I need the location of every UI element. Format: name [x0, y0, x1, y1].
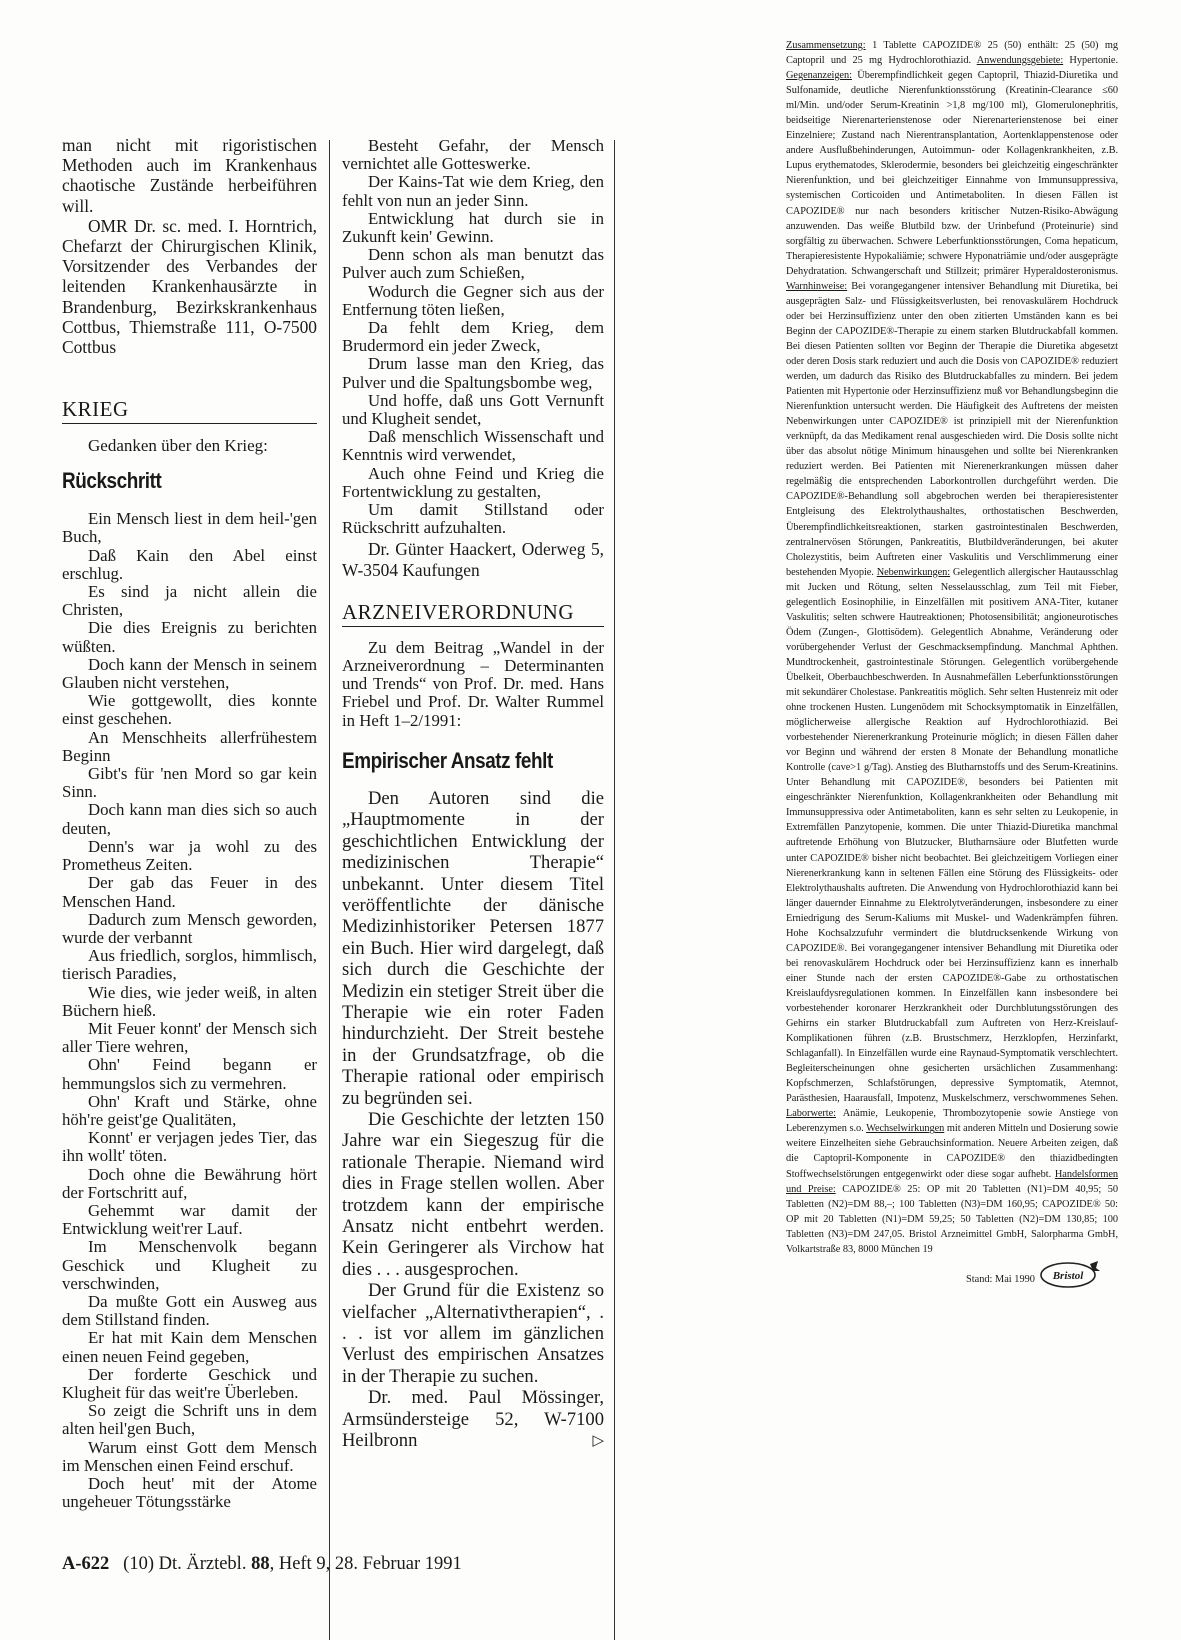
- poem-line: Um damit Stillstand oder Rückschritt aufzuhalten.: [342, 500, 604, 538]
- headline-empirischer-ansatz: Empirischer Ansatz fehlt: [342, 747, 553, 773]
- fine-print-text: Gelegentlich allergischer Hautausschlag mit Jucken und Rötung, selten Nesselausschlag, zum Teil mit Fieber, gelegentlich Eosinophilie, in Einzelfällen mit positivem ANA-Titer, kutaner Vaskulitis; selten schwere Hautreaktionen; Photosensibilität; angioneurotisches Ödem (Zungen-, Glottisödem). Gelegentlich Abnahme, Veränderung oder vorübergehender Verlust der Geschmacksempfindung. Manchmal Aphthen. Mundtrockenheit, gastrointestinale Störungen. Gelegentlich vorübergehende Übelkeit, Oberbauchbeschwerden. In Ausnahmefällen Leberfunktionsstörungen mit sekundärer Cholestase. Pankreatitis möglich. Sehr selten Hustenreiz mit oder ohne trockenen Husten. Lungenödem mit Schocksymptomatik in Einzelfällen, möglicherweise allergische Reaktion auf Hydrochlorothiazid. Bei vorbestehender Nierenerkrankung Proteinurie möglich; in diesen Fällen daher vor Beginn und während der ersten 8 Monate der Behandlung monatliche Kontrolle (cave>1 g/Tag). Anstieg des Blutharnstoffs und des Serum-Kreatinins. Unter Behandlung mit CAPOZIDE®, besonders bei Patienten mit eingeschränkter Nierenfunktion, Kollagenkrankheiten oder Behandlung mit Immunsuppressiva oder Antimetaboliten, kann es sehr selten zu Leukopenie, in Extremfällen Panzytopenie, kommen. Die unter Thiazid-Diuretika manchmal auftretende Erhöhung von Blutzucker, Blutharnsäure oder Blutfetten wurde unter CAPOZIDE® bisher nicht beobachtet. Bei gleichzeitigem Vorliegen einer Nierenerkrankung kann in seltenen Fällen eine Störung des Flüssigkeits- oder Elektrolythaushalts auftreten. Die Anwendung von Hydrochlorothiazid kann bei länger dauernder Einnahme zu Elektrolytveränderungen, insbesondere zu einer Erniedrigung des Serum-Kaliums mit Muskel- und Wadenkrämpfen führen. Hohe Kochsalzzufuhr vermindert die blutdrucksenkende Wirkung von CAPOZIDE®. Bei vorangegangener intensiver Behandlung mit Diuretika oder bei renovaskulärem Hochdruck oder bei Herzinsuffizienz kann es innerhalb einer Stunde nach der ersten CAPOZIDE®-Gabe zu orthostatischen Kreislaufdysregulationen kommen. In Einzelfällen kann insbesondere bei vorbestehender koronarer Herzkrankheit oder Durchblutungsstörungen des Gehirns ein starker Blutdruckabfall zum Auftreten von Herz-Kreislauf-Komplikationen führen (z.B. Brustschmerz, Herzklopfen, Herzinfarkt, Schlaganfall). In Einzelfällen wurde eine Raynaud-Symptomatik verschlechtert. Begleiterscheinungen ohne gesicherten ursächlichen Zusammenhang: Kopfschmerzen, Schlafstörungen, depressive Symptomatik, Atemnot, Parästhesien, Haarausfall, Impotenz, Muskelschmerz, verschwommenes Sehen.: [786, 566, 1118, 1105]
- poem-line: Der gab das Feuer in des Menschen Hand.: [62, 873, 317, 911]
- poem-line: Ein Mensch liest in dem heil-'gen Buch,: [62, 509, 317, 547]
- letter-body: [342, 788, 604, 1387]
- poem-line: Im Menschenvolk begann Geschick und Klugheit zu verschwinden,: [62, 1237, 317, 1293]
- column-rule: [329, 140, 330, 1640]
- poem-line: Gibt's für 'nen Mord so gar kein Sinn.: [62, 764, 317, 802]
- stand-date: Stand: Mai 1990: [966, 1273, 1035, 1285]
- poem-line: Doch ohne die Bewährung hört der Fortschritt auf,: [62, 1164, 317, 1202]
- journal-name: (10) Dt. Ärztebl.: [123, 1554, 247, 1574]
- section-title-krieg: KRIEG: [62, 397, 317, 424]
- poem-line: An Menschheits allerfrühestem Beginn: [62, 727, 317, 765]
- poem-line: Da fehlt dem Krieg, dem Brudermord ein jeder Zweck,: [342, 318, 604, 356]
- signature-haackert: Dr. Günter Haackert, Oderweg 5, W-3504 Kaufungen: [342, 539, 604, 580]
- poem-line: Warum einst Gott dem Mensch im Menschen einen Feind erschuf.: [62, 1437, 317, 1475]
- poem-line: Denn's war ja wohl zu des Prometheus Zeiten.: [62, 836, 317, 875]
- poem-line: Dadurch zum Mensch geworden, wurde der verbannt: [62, 909, 317, 947]
- poem-line: Drum lasse man den Krieg, das Pulver und die Spaltungsbombe weg,: [342, 354, 604, 392]
- column-middle: [342, 137, 604, 1451]
- fine-print-heading: Handelsformen und Preise:: [786, 1168, 1118, 1195]
- poem-line: Entwicklung hat durch sie in Zukunft kein' Gewinn.: [342, 208, 604, 247]
- poem-line: Wodurch die Gegner sich aus der Entfernung töten ließen,: [342, 281, 604, 319]
- fine-print-text: Bei vorangegangener intensiver Behandlung mit Diuretika, bei ausgeprägten Salz- und Flüssigkeitsverlusten, bei renovaskulärem Hochdruck oder bei Herzinsuffizienz unter den oben zitierten Umständen kann es bei Beginn der CAPOZIDE®-Therapie zu einem starken Blutdruckabfall kommen. Bei diesen Patienten sollten vor Beginn der Therapie die Diuretika abgesetzt oder deren Dosis stark reduziert und auch die Dosis von CAPOZIDE® reduziert werden, um dadurch das Risiko des Blutdruckabfalles zu mindern. Bei jedem Patienten mit Hypertonie oder Herzinsuffizienz muß vor Behandlungsbeginn die Nierenfunktion untersucht werden. Die Häufigkeit des Auftretens der meisten Nebenwirkungen unter CAPOZIDE® ist prinzipiell mit der Nierenfunktion verknüpft, da das Medikament renal ausgeschieden wird. Die Dosis sollte nicht über das absolut nötige Minimum hinausgehen und sollte bei Nierenkranken reduziert werden. Bei Patienten mit Nierenerkrankungen müssen daher regelmäßig die entsprechenden Laborkontrollen durchgeführt werden. Die CAPOZIDE®-Behandlung soll abgebrochen werden bei therapieresistenter Entgleisung des Elektrolythaushaltes, orthostatischen Beschwerden, Überempfindlichkeitsreaktionen, starken gastrointestinalen Beschwerden, zentralnervösen Störungen, Pankreatitis, Blutbildveränderungen, bei akuter Cholezystitis, beim Auftreten einer Vaskulitis und Verschlimmerung einer bestehenden Myopie.: [786, 280, 1118, 578]
- fine-print-text: CAPOZIDE® 25: OP mit 20 Tabletten (N1)=DM 40,95; 50 Tabletten (N2)=DM 88,–; 100 Tabletten (N3)=DM 160,95; CAPOZIDE® 50: OP mit 20 Tabletten (N1)=DM 59,25; 50 Tabletten (N2)=DM 130,85; 100 Tabletten (N3)=DM 247,05. Bristol Arzneimittel GmbH, Salorpharma GmbH, Volkartstraße 83, 8000 München 19: [786, 1183, 1118, 1255]
- poem-line: Gehemmt war damit der Entwicklung weit'rer Lauf.: [62, 1200, 317, 1239]
- headline-rueckschritt: Rückschritt: [62, 468, 162, 494]
- poem-continued: [342, 137, 604, 537]
- paragraph: Die Geschichte der letzten 150 Jahre war ein Siegeszug für die rationale Therapie. Niemand wird dies in Frage stellen wollen. Aber trotzdem kann der empirische Ansatz nicht entbehrt werden. Kein Geringerer als Virchow hat dies . . . ausgesprochen.: [342, 1108, 604, 1280]
- poem-line: Konnt' er verjagen jedes Tier, das ihn wollt' töten.: [62, 1128, 317, 1166]
- column-left: [62, 135, 317, 1511]
- poem-line: Doch kann man dies sich so auch deuten,: [62, 800, 317, 838]
- fine-print-heading: Zusammensetzung:: [786, 40, 866, 51]
- bristol-logo: [1038, 1259, 1102, 1289]
- fine-print-text: Anämie, Leukopenie, Thrombozytopenie sowie Anstiege von Leberenzymen s.o.: [786, 1108, 1118, 1135]
- poem-line: Auch ohne Feind und Krieg die Fortentwicklung zu gestalten,: [342, 463, 604, 501]
- poem-line: Ohn' Feind begann er hemmungslos sich zu vermehren.: [62, 1055, 317, 1093]
- poem-line: Die dies Ereignis zu berichten wüßten.: [62, 618, 317, 656]
- letter-ending: [62, 135, 317, 357]
- issue-date: , Heft 9, 28. Februar 1991: [269, 1554, 462, 1574]
- poem-line: Da mußte Gott ein Ausweg aus dem Stillstand finden.: [62, 1291, 317, 1330]
- section-title-arzneiverordnung: ARZNEIVERORDNUNG: [342, 600, 604, 627]
- poem-line: Der forderte Geschick und Klugheit für das weit're Überleben.: [62, 1364, 317, 1402]
- continue-arrow-icon: ▷: [592, 1431, 604, 1450]
- fine-print-heading: Gegenanzeigen:: [786, 70, 852, 82]
- page-footer: [62, 1554, 462, 1575]
- fine-print-heading: Wechselwirkungen: [866, 1123, 945, 1135]
- poem-line: Wie gottgewollt, dies konnte einst geschehen.: [62, 691, 317, 729]
- poem-line: Wie dies, wie jeder weiß, in alten Büchern hieß.: [62, 982, 317, 1020]
- kicker-krieg: Gedanken über den Krieg:: [88, 436, 268, 456]
- poem-line: Aus friedlich, sorglos, himmlisch, tierisch Paradies,: [62, 946, 317, 984]
- fine-print-heading: Nebenwirkungen:: [876, 566, 951, 578]
- poem-rueckschritt: [62, 510, 317, 1511]
- page-number: A-622: [62, 1554, 110, 1574]
- ad-fine-print: [786, 38, 1118, 1293]
- signature-moessinger: Dr. med. Paul Mössinger, Armsündersteige 52, W-7100 Heilbronn ▷: [342, 1387, 604, 1452]
- fine-print-heading: Warnhinweise:: [786, 280, 848, 292]
- intro-text: man nicht mit rigoristischen Methoden auch im Krankenhaus chaotische Zustände herbeiführen will.: [62, 135, 317, 216]
- fine-print-text: mit anderen Mitteln und Dosierung sowie weitere Einzelheiten siehe Gebrauchsinformation. Neuere Arbeiten zeigen, daß die Captopril-Komponente in CAPOZIDE® den thiazidbedingten Stoffwechselstörungen entgegenwirkt oder diese sogar aufhebt.: [786, 1123, 1118, 1180]
- reference-note: Zu dem Beitrag „Wandel in der Arzneiverordnung – Determinanten und Trends“ von Prof. Dr. med. Hans Friebel und Prof. Dr. Walter Rummel in Heft 1–2/1991:: [342, 637, 604, 730]
- column-rule: [614, 140, 615, 1640]
- paragraph: Den Autoren sind die „Hauptmomente in der geschichtlichen Entwicklung der medizinischen Therapie“ unbekannt. Unter diesem Titel veröffentlichte der dänische Medizinhistoriker Petersen 1877 ein Buch. Hier wird dargelegt, daß sich durch die Geschichte der Medizin ein stetiger Streit über die Therapie wie ein roter Faden hindurchzieht. Der Streit bestehe in der Grundsatzfrage, ob die Therapie rational oder empirisch zu begründen sei.: [342, 787, 604, 1109]
- poem-line: So zeigt die Schrift uns in dem alten heil'gen Buch,: [62, 1401, 317, 1439]
- poem-line: Denn schon als man benutzt das Pulver auch zum Schießen,: [342, 245, 604, 283]
- poem-line: Daß menschlich Wissenschaft und Kenntnis wird verwendet,: [342, 427, 604, 465]
- fine-print-heading: Anwendungsgebiete:: [976, 55, 1064, 67]
- paragraph: Der Grund für die Existenz so vielfacher „Alternativtherapien“, . . . ist vor allem im gänzlichen Verlust des empirischen Ansatzes in der Therapie zu suchen.: [342, 1280, 604, 1387]
- poem-line: Doch heut' mit der Atome ungeheuer Tötungsstärke: [62, 1474, 317, 1512]
- fine-print-text: 1 Tablette CAPOZIDE® 25 (50) enthält: 25 (50) mg Captopril und 25 mg Hydrochlorothiazid.: [786, 40, 1118, 67]
- poem-line: Der Kains-Tat wie dem Krieg, den fehlt von nun an jeder Sinn.: [342, 172, 604, 210]
- poem-line: Er hat mit Kain dem Menschen einen neuen Feind gegeben,: [62, 1328, 317, 1366]
- fine-print-heading: Laborwerte:: [786, 1108, 836, 1120]
- signature-horntrich: OMR Dr. sc. med. I. Horntrich, Chefarzt der Chirurgischen Klinik, Vorsitzender des Verbandes der leitenden Krankenhausärzte in Brandenburg, Bezirkskrankenhaus Cottbus, Thiemstraße 111, O-7500 Cottbus: [62, 215, 317, 358]
- poem-line: Es sind ja nicht allein die Christen,: [62, 582, 317, 620]
- fine-print-text: Überempfindlichkeit gegen Captopril, Thiazid-Diuretika und Sulfonamide, deutliche Nierenfunktionsstörung (Kreatinin-Clearance ≤60 ml/Min. und/oder Serum-Kreatinin >1,8 mg/100 ml), Glomerulonephritis, beidseitige Nierenarterienstenose oder Nierenarterienstenose bei einer Einzelniere; Zustand nach Nierentransplantation, Aortenklappenstenose oder andere Ausflußbehinderungen, Autoimmun- oder Kollagenkrankheiten, z.B. Lupus erythematodes, Sklerodermie, besonders bei gleichzeitig eingeschränkter Nierenfunktion, und bei gleichzeitiger Einnahme von Immunsuppressiva, systemischen Corticoiden und Antimetaboliten. In diesen Fällen ist CAPOZIDE® nur nach besonders kritischer Nutzen-Risiko-Abwägung anzuwenden. Das weiße Blutbild bzw. der Urinbefund (Proteinurie) sind sorgfältig zu überwachen. Schwere Leberfunktionsstörungen, Coma hepaticum, Therapieresistente Hypokaliämie; schwere Hyponatriämie und/oder ausgeprägte Dehydratation. Schwangerschaft und Stillzeit; primärer Hyperaldosteronismus.: [786, 70, 1118, 277]
- volume-number: 88: [251, 1554, 270, 1574]
- poem-line: Mit Feuer konnt' der Mensch sich aller Tiere wehren,: [62, 1018, 317, 1057]
- poem-line: Besteht Gefahr, der Mensch vernichtet alle Gotteswerke.: [342, 136, 604, 174]
- pharma-info-text: [786, 38, 1118, 1257]
- poem-line: Daß Kain den Abel einst erschlug.: [62, 545, 317, 583]
- poem-line: Und hoffe, daß uns Gott Vernunft und Klugheit sendet,: [342, 390, 604, 429]
- fine-print-text: Hypertonie.: [1063, 55, 1118, 67]
- logo-text: Bristol: [1052, 1269, 1084, 1282]
- poem-line: Ohn' Kraft und Stärke, ohne höh're geist'ge Qualitäten,: [62, 1091, 317, 1129]
- poem-line: Doch kann der Mensch in seinem Glauben nicht verstehen,: [62, 654, 317, 693]
